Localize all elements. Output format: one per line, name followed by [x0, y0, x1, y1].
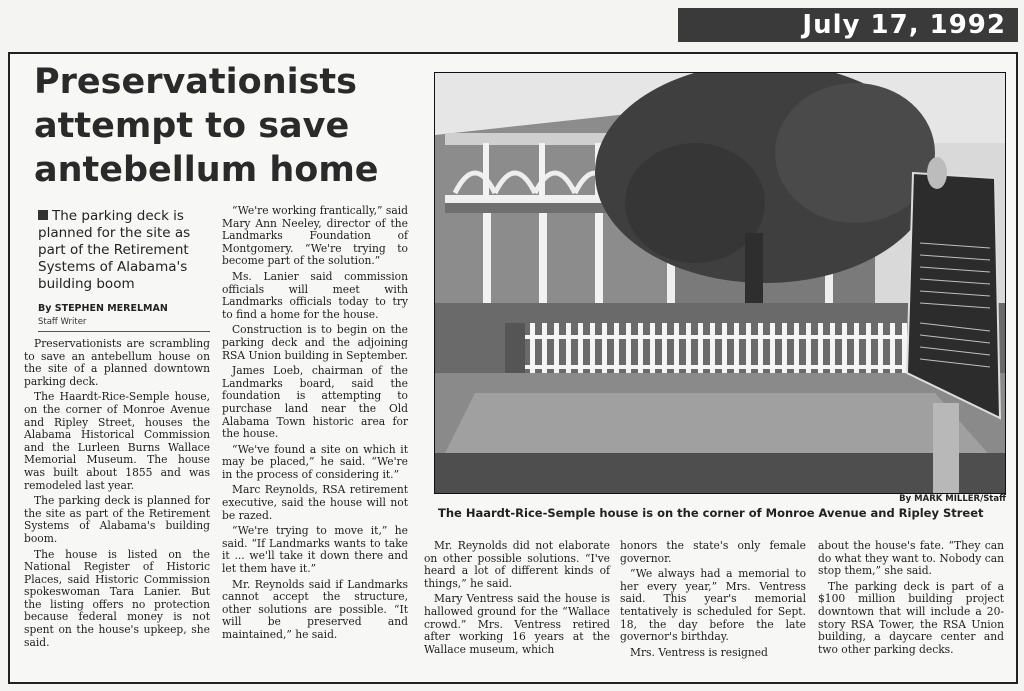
paragraph: Construction is to begin on the parking deck and the adjoining RSA Union building in September.	[222, 323, 408, 362]
paragraph: The parking deck is part of a $100 million building project downtown that will include a 20-story RSA Tower, the RSA Union building, a daycare center and two other parking decks.	[818, 579, 1004, 656]
bullet-square-icon	[38, 210, 48, 220]
byline: By STEPHEN MERELMAN	[38, 303, 168, 314]
paragraph: The house is listed on the National Register of Historic Places, said Historic Commission spokeswoman Tara Lanier. But the listing offers no protection because federal money is not spent on the house's upkeep, she said.	[24, 547, 210, 649]
column-3	[424, 540, 610, 659]
paragraph: “We've found a site on which it may be placed,” he said. “We're in the process of considering it.”	[222, 442, 408, 481]
paragraph: “We're working frantically,” said Mary Ann Neeley, director of the Landmarks Foundation of Montgomery. “We're trying to become part of the solution.”	[222, 204, 408, 268]
column-1	[24, 338, 210, 652]
photo-credit: By MARK MILLER/Staff	[899, 494, 1006, 504]
dateline: July 17, 1992	[678, 8, 1018, 42]
paragraph: honors the state's only female governor.	[620, 539, 806, 565]
paragraph: Mary Ventress said the house is hallowed ground for the “Wallace crowd.” Mrs. Ventress retired after working 16 years at the Wallace museum, which	[424, 592, 610, 656]
paragraph: Mrs. Ventress is resigned	[630, 645, 768, 659]
paragraph: Marc Reynolds, RSA retirement executive, said the house will not be razed.	[222, 483, 408, 522]
paragraph: Mr. Reynolds said if Landmarks cannot accept the structure, other solutions are possible. “It will be preserved and maintained,” he said.	[222, 577, 408, 641]
house-photo	[434, 72, 1006, 494]
column-2	[222, 205, 408, 645]
headline: Preservationists attempt to save antebellum home	[34, 62, 379, 190]
paragraph: Mr. Reynolds did not elaborate on other possible solutions. “I've heard a lot of different kinds of things,” he said.	[424, 539, 610, 590]
byline-role: Staff Writer	[38, 317, 87, 327]
paragraph: The Haardt-Rice-Semple house, on the corner of Monroe Avenue and Ripley Street, houses the Alabama Historical Commission and the Lurleen Burns Wallace Memorial Museum. The house was built about 1855 and was remodeled last year.	[24, 390, 210, 492]
house-illustration	[435, 73, 1005, 493]
deck	[38, 208, 210, 293]
deck-text: The parking deck is planned for the site as part of the Retirement Systems of Alabama's building boom	[38, 208, 191, 292]
paragraph: “We always had a memorial to her every year,” Mrs. Ventress said. This year's memorial tentatively is scheduled for Sept. 18, the day before the late governor's birthday.	[620, 567, 806, 644]
paragraph: “We're trying to move it,” he said. “If Landmarks wants to take it ... we'll take it down there and let them have it.”	[222, 524, 408, 576]
paragraph: about the house's fate. “They can do what they want to. Nobody can stop them,” she said.	[818, 539, 1004, 578]
column-5	[818, 540, 1004, 659]
paragraph: The parking deck is planned for the site as part of the Retirement Systems of Alabama's building boom.	[24, 494, 210, 545]
divider	[38, 331, 210, 332]
paragraph: James Loeb, chairman of the Landmarks board, said the foundation is attempting to purchase land near the Old Alabama Town historic area for the house.	[222, 364, 408, 441]
paragraph: Ms. Lanier said commission officials will meet with Landmarks officials today to try to find a home for the house.	[222, 269, 408, 321]
column-4	[620, 540, 806, 662]
photo-caption: The Haardt-Rice-Semple house is on the corner of Monroe Avenue and Ripley Street	[438, 506, 984, 520]
paragraph: Preservationists are scrambling to save an antebellum house on the site of a planned downtown parking deck.	[24, 337, 210, 388]
